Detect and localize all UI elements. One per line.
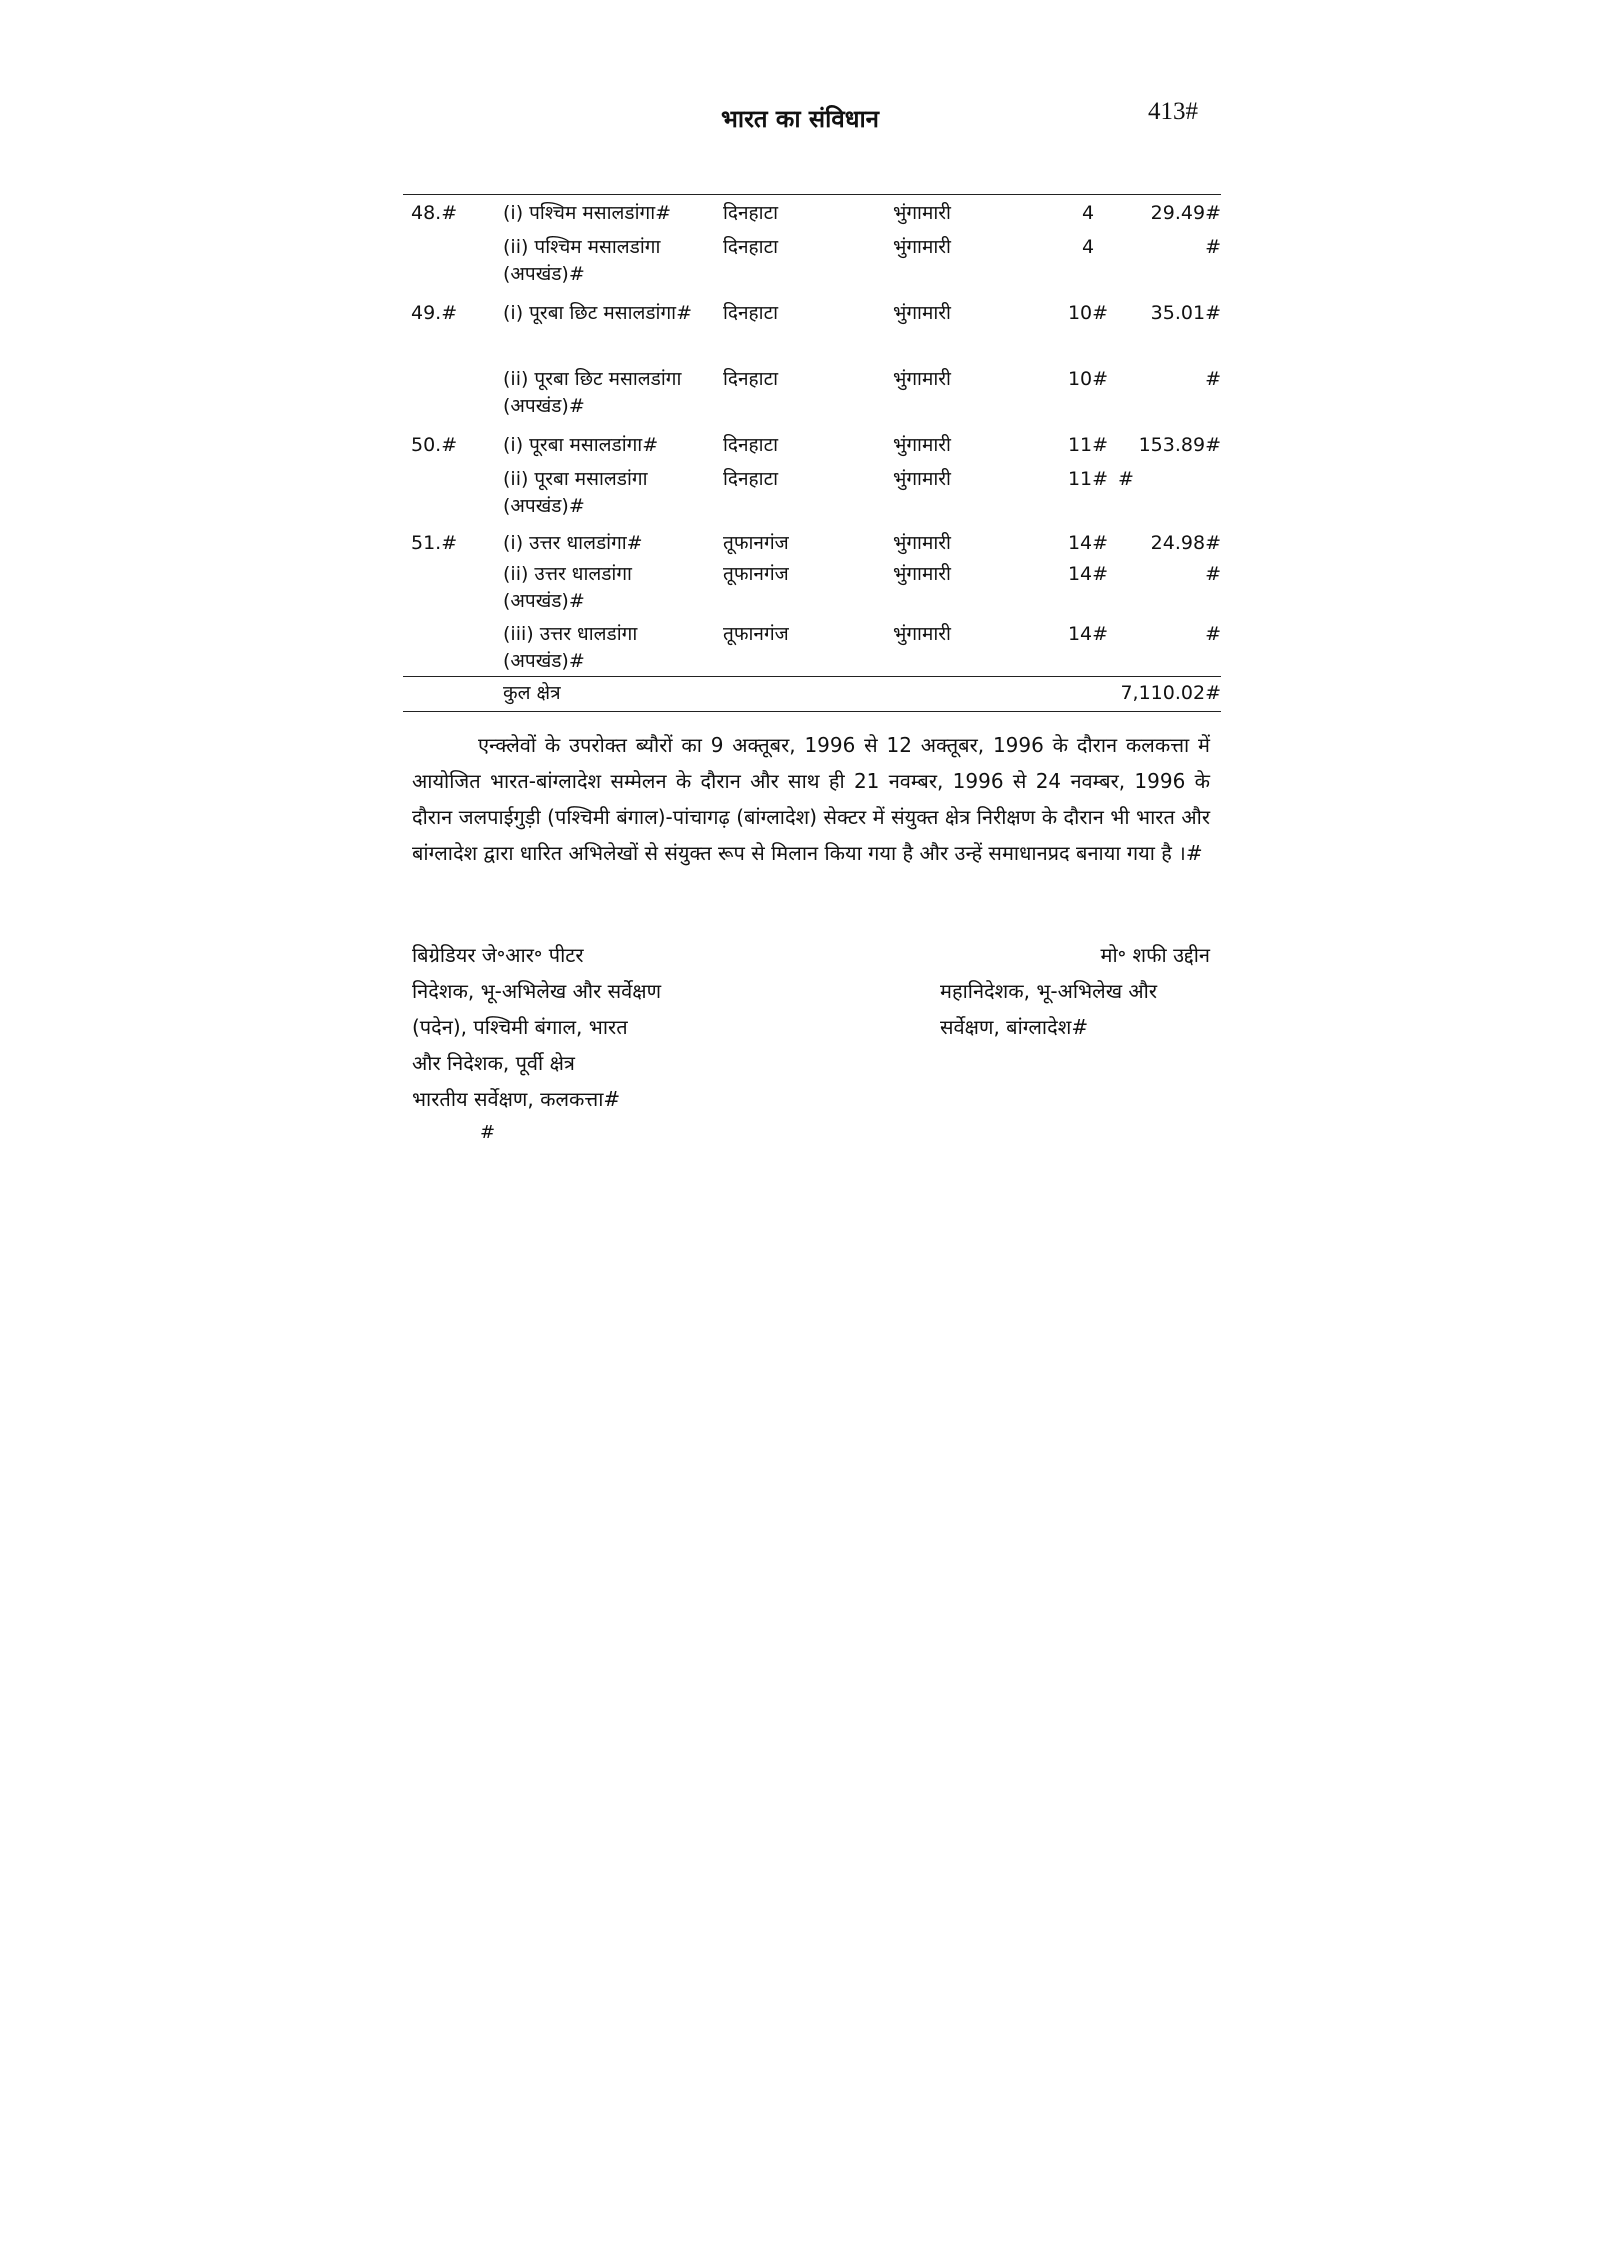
- area-value: 35.01#: [1150, 302, 1221, 324]
- table-row: [403, 200, 1221, 234]
- signatory-left-line: बिग्रेडियर जे॰आर॰ पीटर: [412, 943, 584, 967]
- police-station: दिनहाटा: [723, 202, 779, 224]
- gram-panchayat: भुंगामारी: [893, 368, 951, 390]
- table-bottom-rule: [403, 711, 1221, 712]
- gram-panchayat: भुंगामारी: [893, 623, 951, 645]
- row-number: 48.#: [411, 202, 458, 224]
- police-station: तूफानगंज: [723, 623, 789, 645]
- table-row: [403, 530, 1221, 561]
- signatory-left: [412, 937, 661, 1117]
- enclave-name: (iii) उत्तर धालडांगा (अपखंड)#: [503, 623, 638, 672]
- footer-mark: #: [480, 1122, 496, 1143]
- enclave-name: (ii) पूरबा छिट मसालडांगा (अपखंड)#: [503, 368, 682, 417]
- signatory-left-line: निदेशक, भू-अभिलेख और सर्वेक्षण: [412, 979, 662, 1003]
- table-top-rule: [403, 194, 1221, 195]
- gram-panchayat: भुंगामारी: [893, 563, 951, 585]
- police-station: तूफानगंज: [723, 563, 789, 585]
- page-number: 413#: [1148, 98, 1198, 125]
- enclave-name: (i) पश्चिम मसालडांगा#: [503, 202, 672, 224]
- area-value: #: [1118, 468, 1134, 490]
- body-paragraph: एन्क्लेवों के उपरोक्त ब्यौरों का 9 अक्तूबर, 1996 से 12 अक्तूबर, 1996 के दौरान कलकत्ता में आयोजित भारत-बांग्लादेश सम्मेलन के दौरान और साथ ही 21 नवम्बर, 1996 से 24 नवम्बर, 1996 के दौरान जलपाईगुड़ी (पश्चिमी बंगाल)-पांचागढ़ (बांग्लादेश) सेक्टर में संयुक्त क्षेत्र निरीक्षण के दौरान भी भारत और बांग्लादेश द्वारा धारित अभिलेखों से संयुक्त रूप से मिलान किया गया है और उन्हें समाधानप्रद बनाया गया है ।#: [412, 733, 1210, 865]
- table-row: [403, 300, 1221, 366]
- table-row: [403, 621, 1221, 676]
- sheet-number: 14#: [1067, 532, 1109, 554]
- enclave-name: (ii) पश्चिम मसालडांगा (अपखंड)#: [503, 236, 661, 285]
- signatory-right: [940, 937, 1210, 1045]
- sheet-number: 10#: [1067, 302, 1109, 324]
- total-value: 7,110.02#: [1120, 682, 1221, 704]
- sheet-number: 4: [1081, 236, 1095, 258]
- police-station: दिनहाटा: [723, 468, 779, 490]
- sheet-number: 4: [1081, 202, 1095, 224]
- area-value: 24.98#: [1150, 532, 1221, 554]
- signatory-left-line: और निदेशक, पूर्वी क्षेत्र: [412, 1051, 575, 1075]
- page-title: भारत का संविधान: [720, 105, 880, 133]
- row-number: 49.#: [411, 302, 458, 324]
- area-value: #: [1205, 368, 1221, 390]
- table-row: [403, 432, 1221, 466]
- gram-panchayat: भुंगामारी: [893, 468, 951, 490]
- signatory-left-line: भारतीय सर्वेक्षण, कलकत्ता#: [412, 1087, 621, 1111]
- area-value: 153.89#: [1138, 434, 1221, 456]
- signatory-right-line: महानिदेशक, भू-अभिलेख और: [940, 979, 1158, 1003]
- table-row: [403, 561, 1221, 621]
- gram-panchayat: भुंगामारी: [893, 202, 951, 224]
- sheet-number: 10#: [1067, 368, 1109, 390]
- enclave-name: (ii) पूरबा मसालडांगा (अपखंड)#: [503, 468, 648, 517]
- enclave-name: (i) पूरबा मसालडांगा#: [503, 434, 659, 456]
- police-station: दिनहाटा: [723, 434, 779, 456]
- total-label: कुल क्षेत्र: [503, 682, 561, 704]
- gram-panchayat: भुंगामारी: [893, 236, 951, 258]
- table-row: [403, 466, 1221, 530]
- police-station: दिनहाटा: [723, 302, 779, 324]
- area-value: #: [1205, 236, 1221, 258]
- row-number: 51.#: [411, 532, 458, 554]
- sheet-number: 14#: [1067, 623, 1109, 645]
- police-station: दिनहाटा: [723, 236, 779, 258]
- table-row: [403, 234, 1221, 300]
- police-station: तूफानगंज: [723, 532, 789, 554]
- area-value: #: [1205, 563, 1221, 585]
- signatory-right-line: सर्वेक्षण, बांग्लादेश#: [940, 1015, 1089, 1039]
- sheet-number: 11#: [1067, 468, 1109, 490]
- area-value: #: [1205, 623, 1221, 645]
- signatory-right-line: मो॰ शफी उद्दीन: [1100, 943, 1210, 967]
- sheet-number: 14#: [1067, 563, 1109, 585]
- enclave-name: (ii) उत्तर धालडांगा (अपखंड)#: [503, 563, 632, 612]
- row-number: 50.#: [411, 434, 458, 456]
- gram-panchayat: भुंगामारी: [893, 302, 951, 324]
- gram-panchayat: भुंगामारी: [893, 434, 951, 456]
- police-station: दिनहाटा: [723, 368, 779, 390]
- signatory-left-line: (पदेन), पश्चिमी बंगाल, भारत: [412, 1015, 628, 1039]
- enclave-name: (i) उत्तर धालडांगा#: [503, 532, 643, 554]
- sheet-number: 11#: [1067, 434, 1109, 456]
- area-value: 29.49#: [1150, 202, 1221, 224]
- enclave-name: (i) पूरबा छिट मसालडांगा#: [503, 302, 693, 324]
- total-row: [403, 677, 1221, 711]
- table-row: [403, 366, 1221, 432]
- gram-panchayat: भुंगामारी: [893, 532, 951, 554]
- enclave-table: [403, 194, 1221, 712]
